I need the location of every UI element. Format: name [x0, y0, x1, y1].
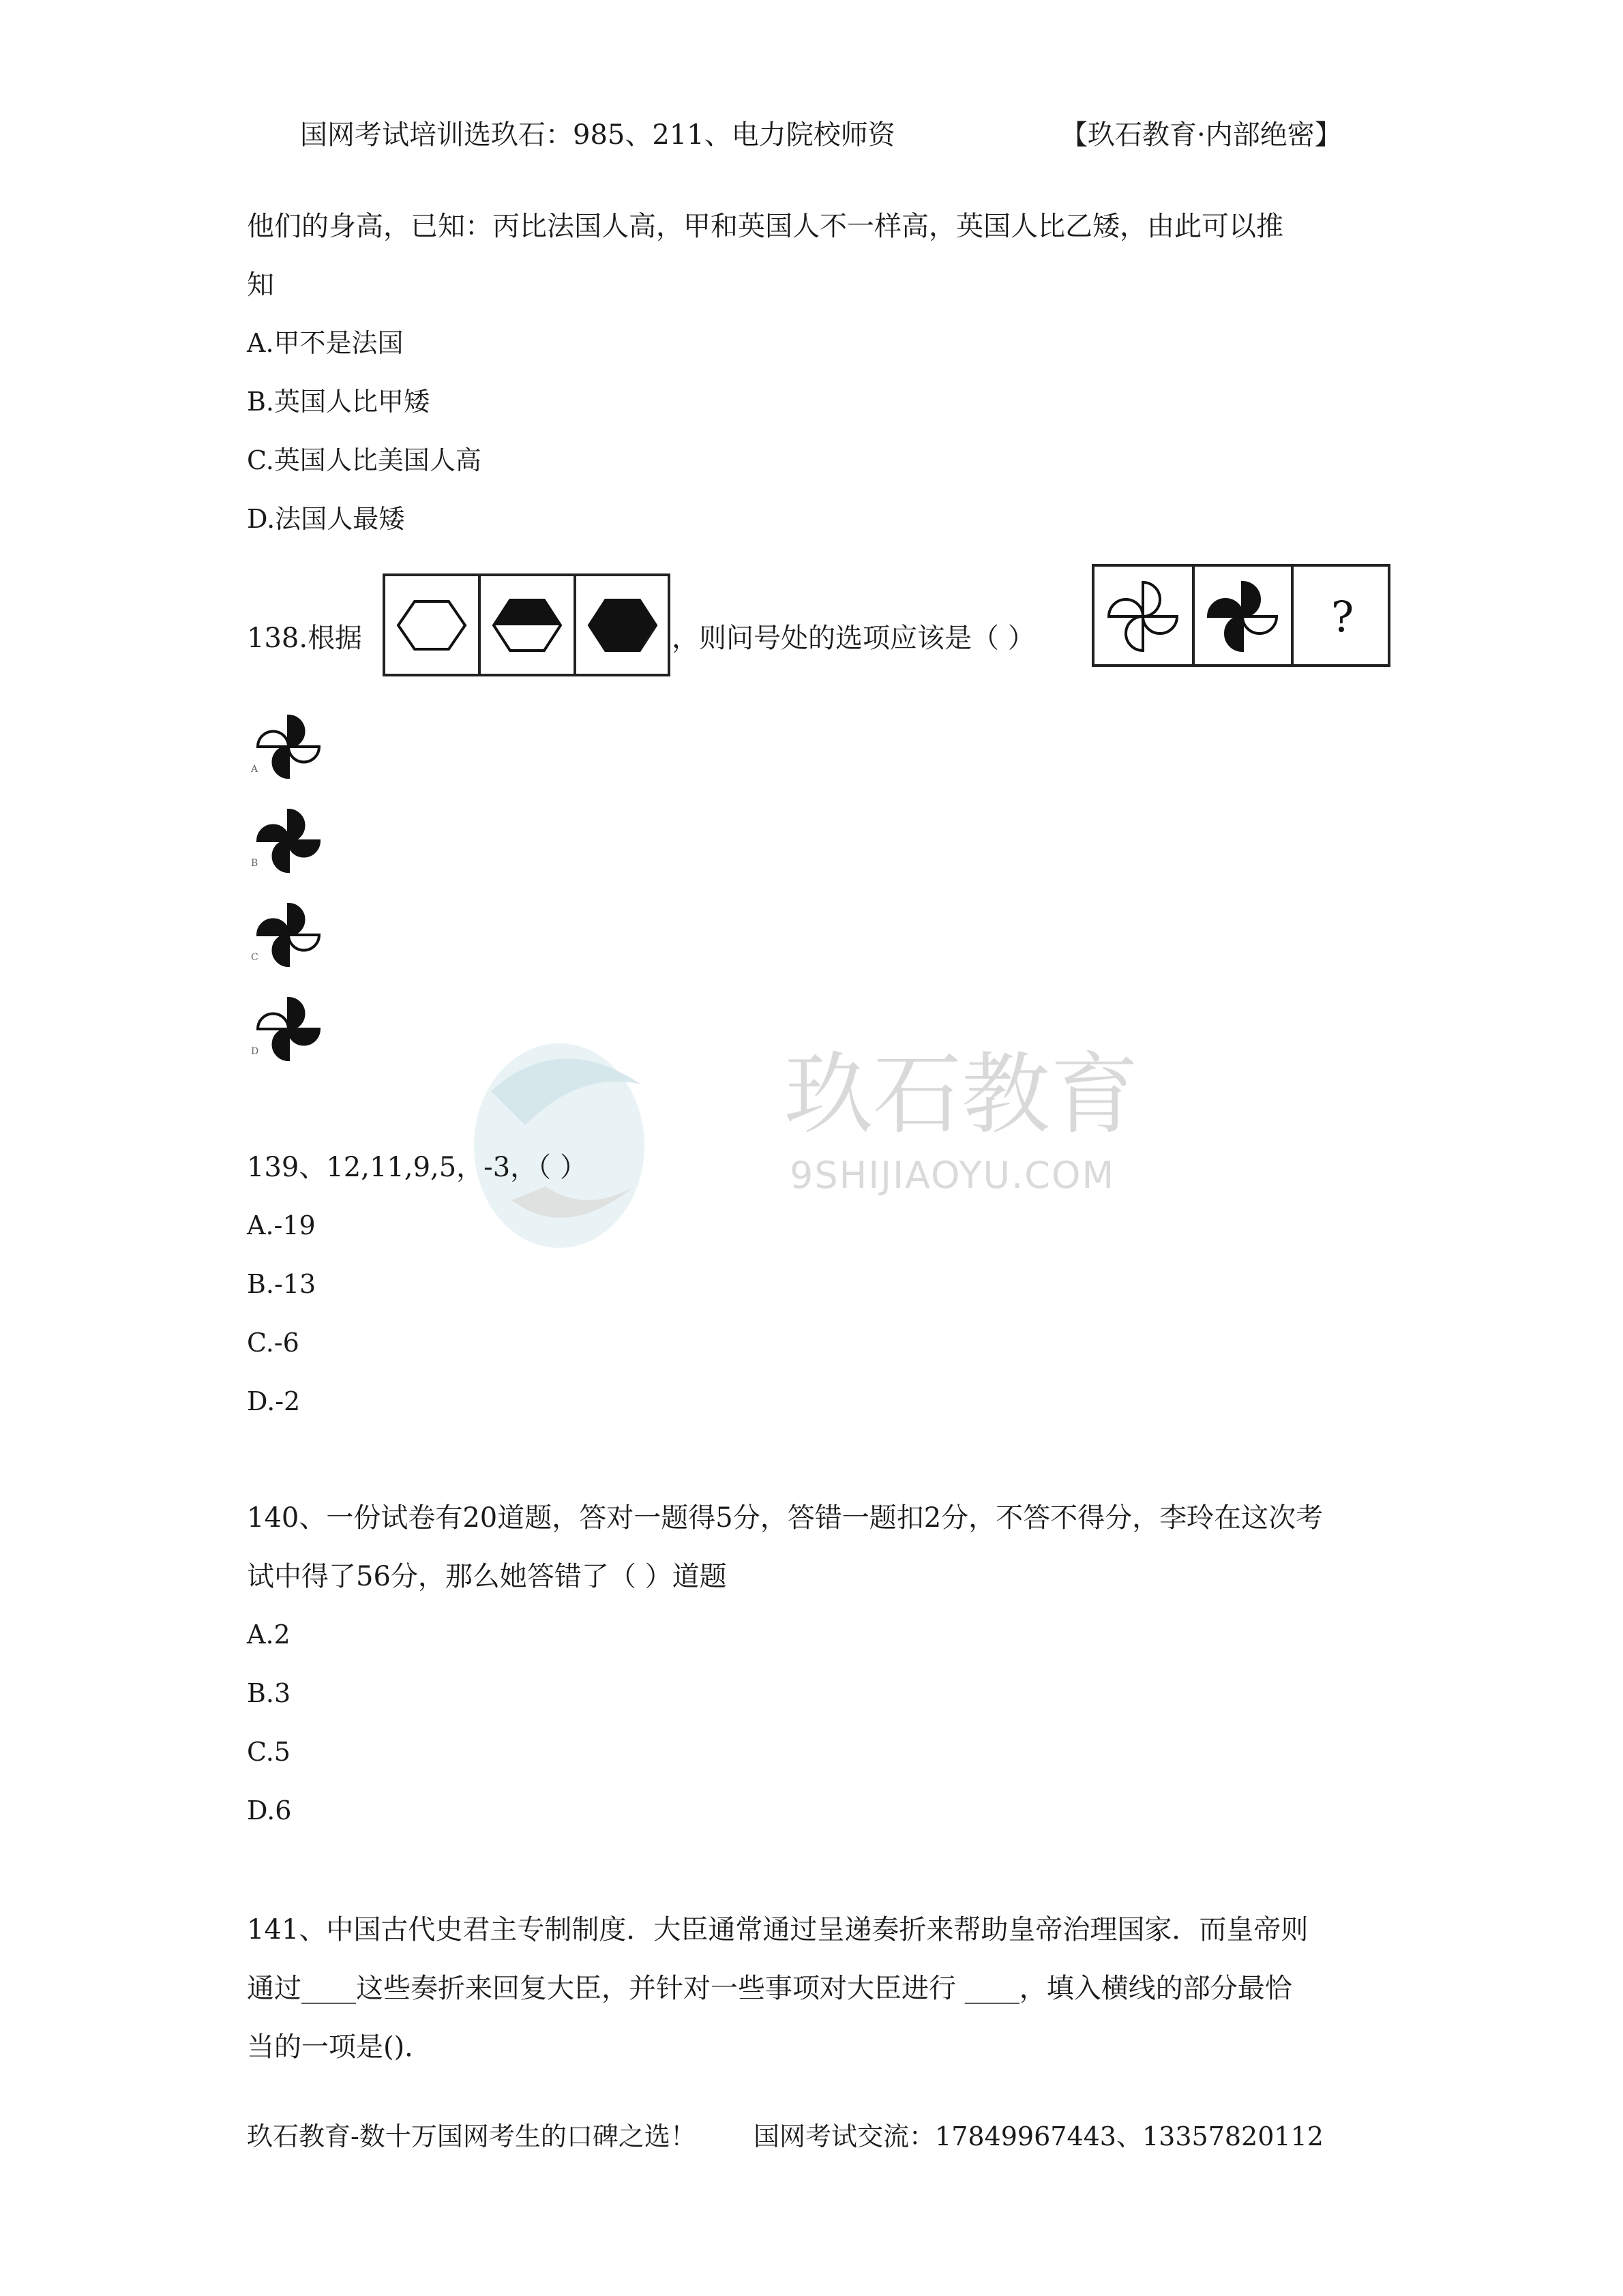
q140-line2: 试中得了56分，那么她答错了（ ）道题 [247, 1561, 727, 1592]
header-right: 【玖石教育·内部绝密】 [1060, 119, 1342, 151]
watermark [464, 1009, 1214, 1255]
q141-line3: 当的一项是()． [247, 2031, 432, 2063]
q138-option-d-label: D [251, 1046, 259, 1057]
q139-stem: 139、12,11,9,5，-3，（ ） [247, 1152, 587, 1183]
q139-option-d: D.-2 [247, 1386, 301, 1416]
footer [247, 2119, 1324, 2153]
q138-middle: ，则问号处的选项应该是（ ） [672, 623, 1035, 654]
q138-prefix: 138.根据 [247, 623, 363, 654]
hexagon-filled-icon [589, 600, 656, 651]
q139-option-c: C.-6 [247, 1328, 299, 1358]
q140-line1: 140、一份试卷有20道题，答对一题得5分，答错一题扣2分，不答不得分，李玲在这次考 [247, 1502, 1324, 1534]
q138-option-b-label: B [251, 858, 258, 869]
q141-line1: 141、中国古代史君主专制制度．大臣通常通过呈递奏折来帮助皇帝治理国家．而皇帝则 [247, 1914, 1309, 1945]
q137-option-d: D.法国人最矮 [247, 504, 405, 534]
q139-option-a: A.-19 [247, 1210, 316, 1240]
q137-option-a: A.甲不是法国 [247, 328, 404, 358]
q140-option-c: C.5 [247, 1737, 291, 1767]
watermark-logo-icon [464, 1009, 1214, 1255]
q140-option-b: B.3 [247, 1678, 291, 1708]
q140-option-a: A.2 [247, 1620, 291, 1650]
footer-left: 玖石教育-数十万国网考生的口碑之选！ [247, 2121, 696, 2151]
q137-line1: 他们的身高，已知：丙比法国人高，甲和英国人不一样高，英国人比乙矮，由此可以推 [247, 211, 1283, 242]
q139-option-b: B.-13 [247, 1269, 316, 1299]
q138-option-d-figure [251, 992, 326, 1070]
watermark-url: 9SHIJIAOYU.COM [790, 1154, 1116, 1197]
hexagon-half-filled-icon [494, 600, 561, 625]
q138-option-c-label: C [251, 952, 258, 963]
q138-option-b-figure [251, 803, 326, 882]
pinwheel-half-filled-icon [1208, 582, 1277, 651]
q138-option-c-figure [251, 897, 326, 976]
footer-right: 国网考试交流：17849967443、13357820112 [754, 2121, 1324, 2151]
q138-option-a-label: A [251, 764, 258, 775]
pinwheel-sequence-figure [1091, 563, 1391, 669]
q141-line2: 通过____这些奏折来回复大臣，并针对一些事项对大臣进行 ____，填入横线的部分最恰 [247, 1973, 1292, 2004]
q137-option-c: C.英国人比美国人高 [247, 445, 481, 475]
q138-option-a-figure [251, 709, 326, 788]
hexagon-empty-icon [398, 601, 465, 649]
hexagon-sequence-figure [382, 573, 672, 679]
q137-line2: 知 [247, 269, 274, 301]
header-left: 国网考试培训选玖石：985、211、电力院校师资 [300, 119, 895, 151]
question-mark: ? [1331, 592, 1354, 642]
pinwheel-outline-icon [1109, 582, 1177, 651]
q140-option-d: D.6 [247, 1795, 292, 1825]
q137-option-b: B.英国人比甲矮 [247, 387, 430, 417]
watermark-brand: 玖石教育 [784, 1043, 1140, 1146]
